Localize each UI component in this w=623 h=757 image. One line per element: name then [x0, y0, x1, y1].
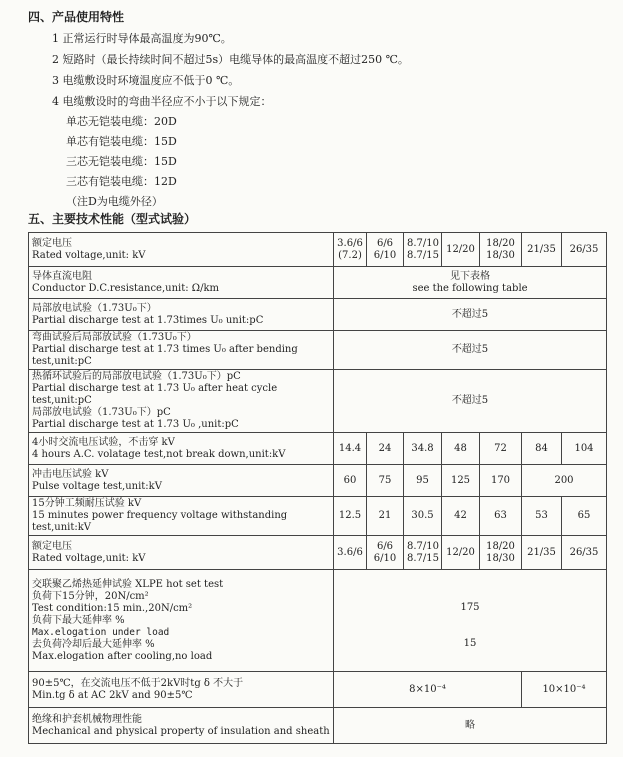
table-cell: 不超过5 — [334, 331, 607, 370]
table-cell: 48 — [442, 433, 480, 465]
table-cell: 12.5 — [334, 497, 367, 536]
table-cell: 24 — [367, 433, 404, 465]
table-row — [29, 267, 607, 299]
table-cell: 26/35 — [562, 233, 607, 267]
row-label: 90±5℃，在交流电压不低于2kV时tg δ 不大于 Min.tg δ at AC 2kV and 90±5℃ — [29, 672, 334, 708]
table-cell: 8.7/10 8.7/15 — [404, 233, 442, 267]
table-cell: 75 — [367, 465, 404, 497]
table-cell: 见下表格 see the following table — [334, 267, 607, 299]
row-label: 额定电压 Rated voltage,unit: kV — [29, 536, 334, 570]
row-label: 额定电压 Rated voltage,unit: kV — [29, 233, 334, 267]
table-row — [29, 536, 607, 570]
table-cell: 不超过5 — [334, 299, 607, 331]
table-cell: 6/6 6/10 — [367, 233, 404, 267]
bend-radius-line: 三芯有铠装电缆：12D — [66, 175, 177, 188]
table-row — [29, 233, 607, 267]
table-cell: 21 — [367, 497, 404, 536]
table-cell: 34.8 — [404, 433, 442, 465]
table-cell: 42 — [442, 497, 480, 536]
row-label: 导体直流电阻 Conductor D.C.resistance,unit: Ω/km — [29, 267, 334, 299]
table-cell: 14.4 — [334, 433, 367, 465]
row-label: 热循环试验后的局部放电试验（1.73U₀下）pC Partial discharge test at 1.73 U₀ after heat cycle test,unit:pC 局部放电试验（1.73U₀下）pC Partial discharge test at 1.73 U₀ ,unit:pC — [29, 370, 334, 433]
table-cell: 8.7/10 8.7/15 — [404, 536, 442, 570]
table-cell: 12/20 — [442, 233, 480, 267]
usage-line: 2 短路时（最长持续时间不超过5s）电缆导体的最高温度不超过250 ℃。 — [52, 53, 409, 66]
table-cell: 21/35 — [522, 536, 562, 570]
row-label: 绝缘和护套机械物理性能 Mechanical and physical property of insulation and sheath — [29, 708, 334, 744]
table-row — [29, 465, 607, 497]
usage-line: 3 电缆敷设时环境温度应不低于0 ℃。 — [52, 74, 240, 87]
table-cell: 63 — [480, 497, 522, 536]
table-cell: 30.5 — [404, 497, 442, 536]
performance-table — [28, 232, 607, 744]
table-cell: 65 — [562, 497, 607, 536]
table-row — [29, 570, 607, 672]
row-label: 15分钟工频耐压试验 kV 15 minutes power frequency voltage withstanding test,unit:kV — [29, 497, 334, 536]
section4-title: 四、产品使用特性 — [28, 10, 125, 24]
table-cell: 8×10⁻⁴ — [334, 672, 522, 708]
table-row — [29, 370, 607, 433]
bend-radius-line: 单芯有铠装电缆：15D — [66, 135, 177, 148]
table-cell: 200 — [522, 465, 607, 497]
table-row — [29, 331, 607, 370]
table-cell: 60 — [334, 465, 367, 497]
table-cell: 95 — [404, 465, 442, 497]
bend-radius-line: 三芯无铠装电缆：15D — [66, 155, 177, 168]
table-cell: 84 — [522, 433, 562, 465]
table-cell: 170 — [480, 465, 522, 497]
table-cell: 略 — [334, 708, 607, 744]
table-cell: 6/6 6/10 — [367, 536, 404, 570]
table-row — [29, 672, 607, 708]
table-row — [29, 497, 607, 536]
section5-title: 五、主要技术性能（型式试验） — [28, 212, 197, 226]
note-line: （注D为电缆外径） — [66, 195, 163, 208]
table-cell: 3.6/6 (7.2) — [334, 233, 367, 267]
table-cell: 18/20 18/30 — [480, 233, 522, 267]
row-label: 局部放电试验（1.73U₀下） Partial discharge test at 1.73times U₀ unit:pC — [29, 299, 334, 331]
table-cell: 10×10⁻⁴ — [522, 672, 607, 708]
table-row — [29, 299, 607, 331]
table-cell: 125 — [442, 465, 480, 497]
usage-line: 1 正常运行时导体最高温度为90℃。 — [52, 32, 232, 45]
table-cell: 53 — [522, 497, 562, 536]
table-cell: 不超过5 — [334, 370, 607, 433]
table-cell: 21/35 — [522, 233, 562, 267]
table-cell: 18/20 18/30 — [480, 536, 522, 570]
table-cell: 104 — [562, 433, 607, 465]
table-row — [29, 708, 607, 744]
table-cell: 72 — [480, 433, 522, 465]
table-cell: 175 15 — [334, 570, 607, 672]
table-cell: 12/20 — [442, 536, 480, 570]
table-cell: 3.6/6 — [334, 536, 367, 570]
usage-line: 4 电缆敷设时的弯曲半径应不小于以下规定： — [52, 95, 272, 108]
row-label: 交联聚乙烯热延伸试验 XLPE hot set test 负荷下15分钟，20N/cm² Test condition:15 min.,20N/cm² 负荷下最大延伸率 % Max.elogation under load 去负荷冷却后最大延伸率 % Max.elogation after cooling,no load — [29, 570, 334, 672]
row-label: 冲击电压试验 kV Pulse voltage test,unit:kV — [29, 465, 334, 497]
row-label: 弯曲试验后局部放试验（1.73U₀下） Partial discharge test at 1.73 times U₀ after bending test,unit:pC — [29, 331, 334, 370]
table-row — [29, 433, 607, 465]
bend-radius-line: 单芯无铠装电缆：20D — [66, 115, 177, 128]
table-cell: 26/35 — [562, 536, 607, 570]
row-label: 4小时交流电压试验，不击穿 kV 4 hours A.C. volatage test,not break down,unit:kV — [29, 433, 334, 465]
